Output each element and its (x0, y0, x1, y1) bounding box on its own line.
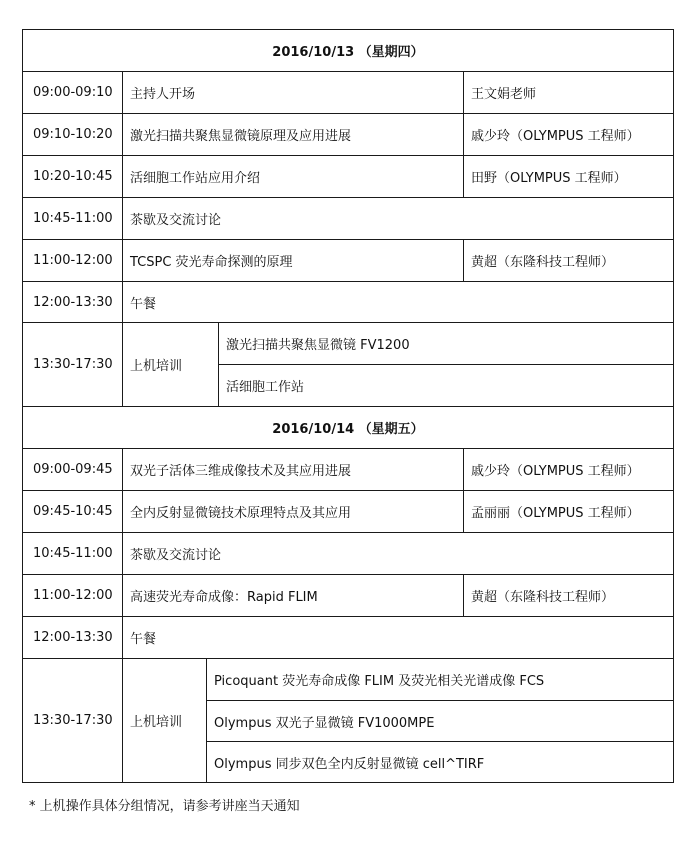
training-item: 激光扫描共聚焦显微镜 FV1200 (226, 337, 410, 353)
speaker-cell: 王文娟老师 (471, 86, 537, 102)
time-cell: 09:45-10:45 (33, 503, 113, 519)
topic-cell: 午餐 (130, 296, 157, 312)
column-divider (463, 574, 464, 616)
topic-cell: 茶歇及交流讨论 (130, 212, 222, 228)
footnote: * 上机操作具体分组情况，请参考讲座当天通知 (29, 799, 300, 814)
speaker-cell: 孟丽丽（OLYMPUS 工程师） (471, 505, 640, 521)
training-item: 活细胞工作站 (226, 379, 305, 395)
time-cell: 11:00-12:00 (33, 252, 113, 268)
time-cell: 09:00-09:45 (33, 461, 113, 477)
column-divider (463, 239, 464, 281)
speaker-cell: 戚少玲（OLYMPUS 工程师） (471, 128, 640, 144)
column-divider (463, 71, 464, 197)
topic-cell: 全内反射显微镜技术原理特点及其应用 (130, 505, 352, 521)
time-cell: 10:45-11:00 (33, 210, 113, 226)
topic-cell: 主持人开场 (130, 86, 196, 102)
column-divider (206, 658, 207, 783)
time-cell: 10:20-10:45 (33, 168, 113, 184)
topic-cell: 双光子活体三维成像技术及其应用进展 (130, 463, 352, 479)
time-cell: 10:45-11:00 (33, 545, 113, 561)
topic-cell: 茶歇及交流讨论 (130, 547, 222, 563)
column-divider (122, 448, 123, 783)
time-cell: 09:00-09:10 (33, 84, 113, 100)
column-divider (122, 71, 123, 406)
day2-date-header: 2016/10/14 （星期五） (272, 421, 424, 437)
time-cell: 09:10-10:20 (33, 126, 113, 142)
training-item: Picoquant 荧光寿命成像 FLIM 及荧光相关光谱成像 FCS (214, 673, 545, 689)
speaker-cell: 黄超（东隆科技工程师） (471, 254, 615, 270)
speaker-cell: 田野（OLYMPUS 工程师） (471, 170, 627, 186)
topic-cell: 高速荧光寿命成像：Rapid FLIM (130, 589, 318, 605)
speaker-cell: 戚少玲（OLYMPUS 工程师） (471, 463, 640, 479)
day1-date-header: 2016/10/13 （星期四） (272, 44, 424, 60)
training-label: 上机培训 (130, 715, 183, 730)
time-cell: 12:00-13:30 (33, 629, 113, 645)
time-cell: 13:30-17:30 (33, 713, 113, 728)
time-cell: 12:00-13:30 (33, 294, 113, 310)
training-label: 上机培训 (130, 358, 183, 374)
training-item: Olympus 同步双色全内反射显微镜 cell^TIRF (214, 756, 485, 772)
topic-cell: 活细胞工作站应用介绍 (130, 170, 261, 186)
training-item: Olympus 双光子显微镜 FV1000MPE (214, 715, 435, 731)
topic-cell: TCSPC 荧光寿命探测的原理 (130, 254, 293, 270)
column-divider (218, 322, 219, 406)
column-divider (463, 448, 464, 532)
speaker-cell: 黄超（东隆科技工程师） (471, 589, 615, 605)
time-cell: 13:30-17:30 (33, 356, 113, 372)
time-cell: 11:00-12:00 (33, 587, 113, 603)
topic-cell: 午餐 (130, 631, 157, 647)
topic-cell: 激光扫描共聚焦显微镜原理及应用进展 (130, 128, 352, 144)
